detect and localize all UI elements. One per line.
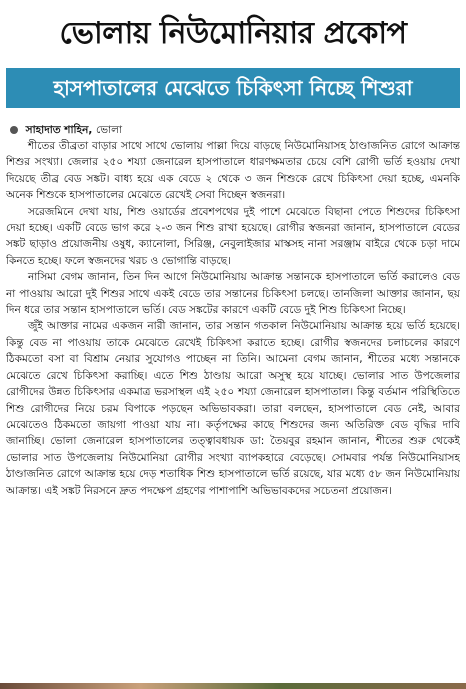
author-name: সাহাদাত শাহিন (25, 124, 89, 136)
article-paragraph: শীতের তীব্রতা বাড়ার সাথে সাথে ভোলায় পাল্লা দিয়ে বাড়ছে নিউমোনিয়াসহ ঠাণ্ডাজনিত রোগে আক্রান্ত শিশুর সংখ্যা। জেলার ২৫০ শয্যা জেনারেল হাসপাতালে ধারণক্ষমতার চেয়ে বেশি রোগী ভর্তি হওয়ায় দেখা দিয়েছে তীব্র বেড সঙ্কট। বাধ্য হয়ে এক বেডে ২ থেকে ৩ জন শিশুকে রেখে চিকিৎসা দেয়া হচ্ছে, এমনকি অনেক শিশুকে হাসপাতালের মেঝেতে রেখেই সেবা দিচ্ছেন স্বজনরা। (6, 140, 460, 202)
byline-separator: , (88, 124, 96, 136)
article-paragraph: নাসিমা বেগম জানান, তিন দিন আগে নিউমোনিয়ায় আক্রান্ত সন্তানকে হাসপাতালে ভর্তি করালেও বেড না পাওয়ায় আরো দুই শিশুর সাথে একই বেডে তার সন্তানের চিকিৎসা চলছে। তানজিলা আক্তার জানান, ছয় দিন ধরে তার সন্তান হাসপাতালে ভর্তি। বেড সঙ্কটের কারণে একটি বেডে দুই শিশু চিকিৎসা নিচ্ছে। (6, 271, 460, 317)
subheadline-banner: হাসপাতালের মেঝেতে চিকিৎসা নিচ্ছে শিশুরা (6, 68, 460, 108)
dateline-location: ভোলা (96, 124, 122, 136)
bullet-icon (10, 126, 18, 134)
byline (10, 122, 456, 138)
article-paragraph: সরেজমিনে দেখা যায়, শিশু ওয়ার্ডের প্রবেশপথের দুই পাশে মেঝেতে বিছানা পেতে শিশুদের চিকিৎসা দেয়া হচ্ছে। একটি বেডে ভাগ করে ২-৩ জন শিশু রাখা হয়েছে। রোগীর স্বজনরা জানান, হাসপাতালে বেডের সঙ্কট ছাড়াও প্রয়োজনীয় ওষুধ, ক্যানোলা, সিরিঞ্জ, নেবুলাইজার মাস্কসহ নানা সরঞ্জাম বাইরে থেকে চড়া দামে কিনতে হচ্ছে। ফলে স্বজনদের খরচ ও ভোগান্তি বাড়ছে। (6, 205, 460, 267)
article-paragraph: জুঁই আক্তার নামের একজন নারী জানান, তার সন্তান গতকাল নিউমোনিয়ায় আক্রান্ত হয়ে ভর্তি হয়েছে। কিন্তু বেড না পাওয়ায় তাকে মেঝেতে রেখেই চিকিৎসা করাতে হচ্ছে। রোগীর স্বজনদের চলাচলের কারণে ঠিকমতো বসা বা বিশ্রাম নেয়ার সুযোগও পাচ্ছেন না তিনি। আমেনা বেগম জানান, শীতের মধ্যে সন্তানকে মেঝেতে রেখে চিকিৎসা করাচ্ছি। এতে শিশু ঠাণ্ডায় আরো অসুস্থ হয়ে যাচ্ছে। ভোলার সাত উপজেলার রোগীদের উন্নত চিকিৎসার একমাত্র ভরসাস্থল এই ২৫০ শয্যা জেনারেল হাসপাতাল। কিন্তু বর্তমান পরিস্থিতিতে শিশু রোগীদের নিয়ে চরম বিপাকে পড়ছেন অভিভাবকরা। তারা বলছেন, হাসপাতালে বেড নেই, আবার মেঝেতেও ঠিকমতো জায়গা পাওয়া যায় না। কর্তৃপক্ষের কাছে শিশুদের জন্য অতিরিক্ত বেড বৃদ্ধির দাবি জানাচ্ছি। ভোলা জেনারেল হাসপাতালের তত্ত্বাবধায়ক ডা: তৈয়বুর রহমান জানান, শীতের শুরু থেকেই ভোলার সাত উপজেলায় নিউমোনিয়া রোগীর সংখ্যা ব্যাপকহারে বেড়েছে। সোমবার পর্যন্ত নিউমোনিয়াসহ ঠাণ্ডাজনিত রোগে আক্রান্ত হয়ে দেড় শতাধিক শিশু হাসপাতালে ভর্তি রয়েছে, যার মধ্যে ৫৮ জন নিউমোনিয়ায় আক্রান্ত। এই সঙ্কট নিরসনে দ্রুত পদক্ষেপ গ্রহণের পাশাপাশি অভিভাবকদের সচেতনা প্রয়োজন। (6, 320, 460, 497)
headline: ভোলায় নিউমোনিয়ার প্রকোপ (59, 16, 407, 51)
photo-edge-strip (0, 683, 466, 689)
article-body (6, 138, 460, 678)
